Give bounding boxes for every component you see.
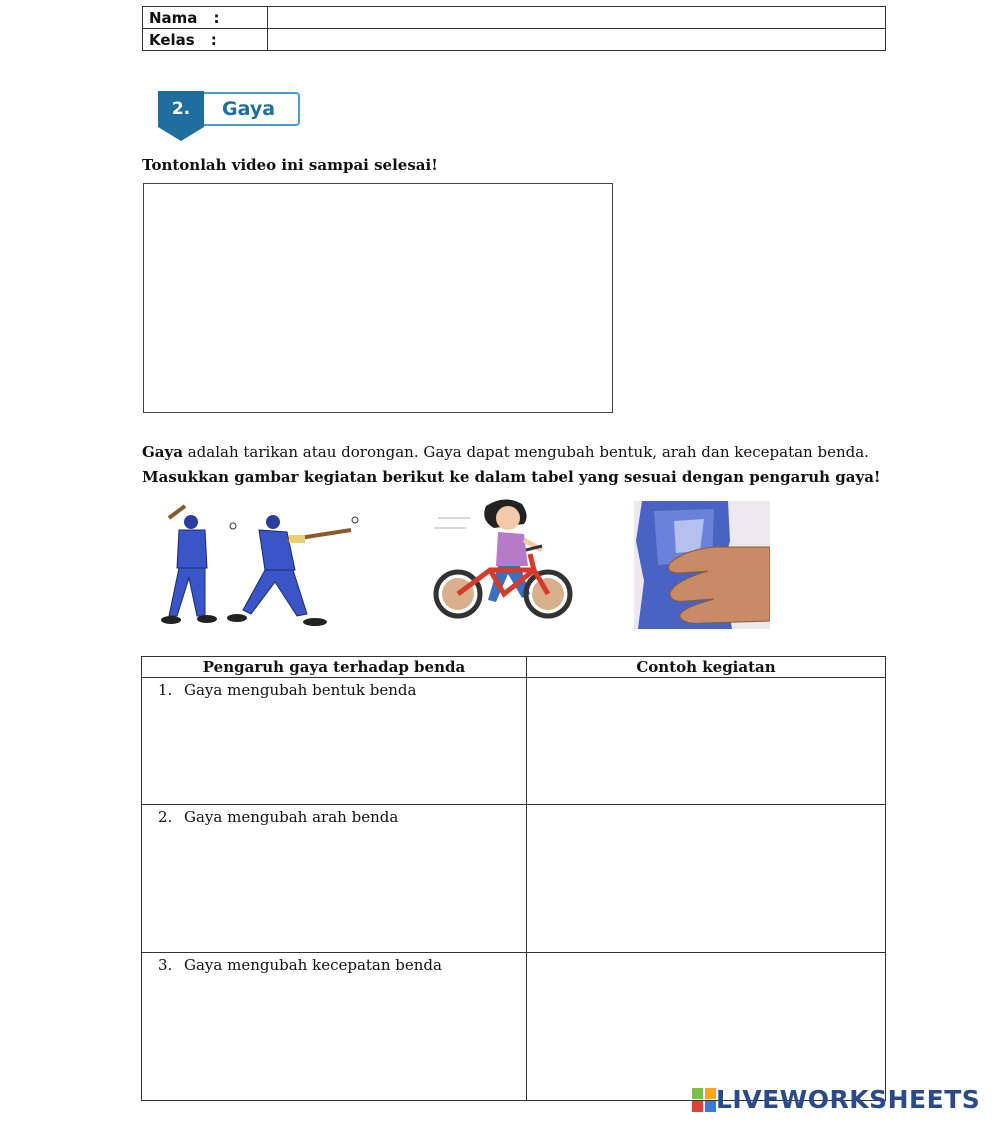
effect-cell: [142, 953, 527, 1101]
effect-label: Gaya mengubah arah benda: [184, 808, 399, 826]
definition-term: Gaya: [142, 443, 183, 461]
effect-label: Gaya mengubah kecepatan benda: [184, 956, 442, 974]
class-label: Kelas: [149, 30, 195, 49]
video-instruction: Tontonlah video ini sampai selesai!: [142, 156, 438, 174]
baseball-batter-image[interactable]: [147, 498, 363, 632]
row-number: 3.: [158, 956, 173, 974]
liveworksheets-logo: [692, 1085, 980, 1114]
video-player[interactable]: [143, 183, 613, 413]
class-colon: :: [210, 30, 217, 49]
girl-on-bicycle-image[interactable]: [430, 494, 586, 628]
class-field-cell[interactable]: [268, 29, 886, 51]
table-row: [142, 805, 886, 953]
definition-text: [142, 443, 869, 461]
name-label-cell: [143, 7, 268, 29]
example-dropzone-2[interactable]: [527, 805, 886, 953]
section-badge-pointer: [158, 127, 204, 141]
example-dropzone-3[interactable]: [527, 953, 886, 1101]
example-dropzone-1[interactable]: [527, 678, 886, 805]
liveworksheets-wordmark: LIVEWORKSHEETS: [716, 1085, 981, 1114]
definition-body: adalah tarikan atau dorongan. Gaya dapat mengubah bentuk, arah dan kecepatan benda.: [182, 443, 869, 461]
class-field[interactable]: [274, 31, 883, 49]
task-instruction: Masukkan gambar kegiatan berikut ke dalam tabel yang sesuai dengan pengaruh gaya!: [142, 468, 881, 486]
section-title: Gaya: [204, 92, 300, 126]
name-colon: :: [213, 8, 220, 27]
effect-label: Gaya mengubah bentuk benda: [184, 681, 417, 699]
header-effect: Pengaruh gaya terhadap benda: [142, 657, 527, 678]
effect-cell: [142, 805, 527, 953]
name-field-cell[interactable]: [268, 7, 886, 29]
effect-cell: [142, 678, 527, 805]
table-row: [142, 953, 886, 1101]
force-effect-table: [141, 656, 886, 1101]
student-info-table: [142, 6, 886, 51]
section-number: 2.: [158, 91, 204, 127]
liveworksheets-logo-icon: [692, 1088, 716, 1112]
row-number: 2.: [158, 808, 173, 826]
table-row: [142, 678, 886, 805]
name-label: Nama: [149, 8, 198, 27]
hand-crushing-can-image[interactable]: [634, 501, 770, 629]
row-number: 1.: [158, 681, 173, 699]
section-badge: [158, 91, 304, 145]
class-label-cell: [143, 29, 268, 51]
name-field[interactable]: [274, 9, 883, 27]
header-example: Contoh kegiatan: [527, 657, 886, 678]
